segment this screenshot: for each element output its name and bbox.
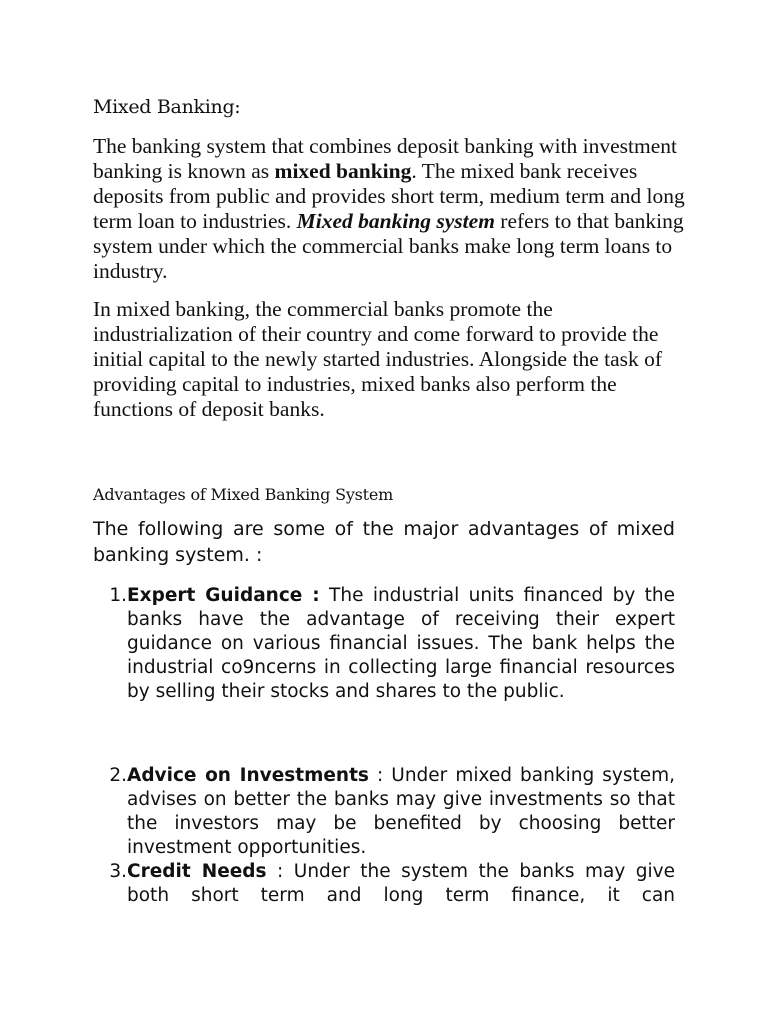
list-item-title: Advice on Investments (127, 765, 369, 786)
list-number: 2. (109, 765, 127, 786)
list-item (93, 860, 675, 908)
list-number: 3. (109, 861, 127, 882)
paragraph-text: . The mixed bank receives deposits from public and provides short term, medium term and long term loan to industries. (93, 159, 685, 233)
list-item-text: : Under the system the banks may give both short term and long term finance, it can (127, 861, 675, 906)
list-item-title: Credit Needs (127, 861, 267, 882)
paragraph-industrialization: In mixed banking, the commercial banks promote the industrialization of their country and come forward to provide the initial capital to the newly started industries. Alongside the task of providing capital to industries, mixed banks also perform the functions of deposit banks. (93, 297, 663, 421)
paragraph-text: The banking system that combines deposit banking with investment banking is known as (93, 134, 677, 183)
list-body (127, 860, 675, 908)
list-item-text: The industrial units financed by the banks have the advantage of receiving their expert guidance on various financial issues. The bank helps the industrial co9ncerns in collecting large financial resources by selling their stocks and shares to the public. (127, 585, 675, 702)
list-body (127, 764, 675, 860)
advantages-intro: The following are some of the major advantages of mixed banking system. : (93, 518, 675, 566)
bold-italic-term: Mixed banking system (296, 209, 495, 233)
list-number: 1. (109, 585, 127, 606)
list-item (93, 764, 675, 860)
section-heading-mixed-banking: Mixed Banking: (93, 96, 241, 118)
list-item (93, 584, 675, 704)
paragraph-text: refers to that banking system under which the commercial banks make long term loans to industry. (93, 209, 684, 283)
list-body (127, 584, 675, 704)
paragraph-definition (93, 134, 693, 284)
list-item-text: : Under mixed banking system, advises on better the banks may give investments so that the investors may be benefited by choosing better investment opportunities. (127, 765, 675, 858)
bold-term: mixed banking (274, 159, 412, 183)
list-item-title: Expert Guidance : (127, 585, 320, 606)
section-heading-advantages: Advantages of Mixed Banking System (93, 485, 394, 504)
